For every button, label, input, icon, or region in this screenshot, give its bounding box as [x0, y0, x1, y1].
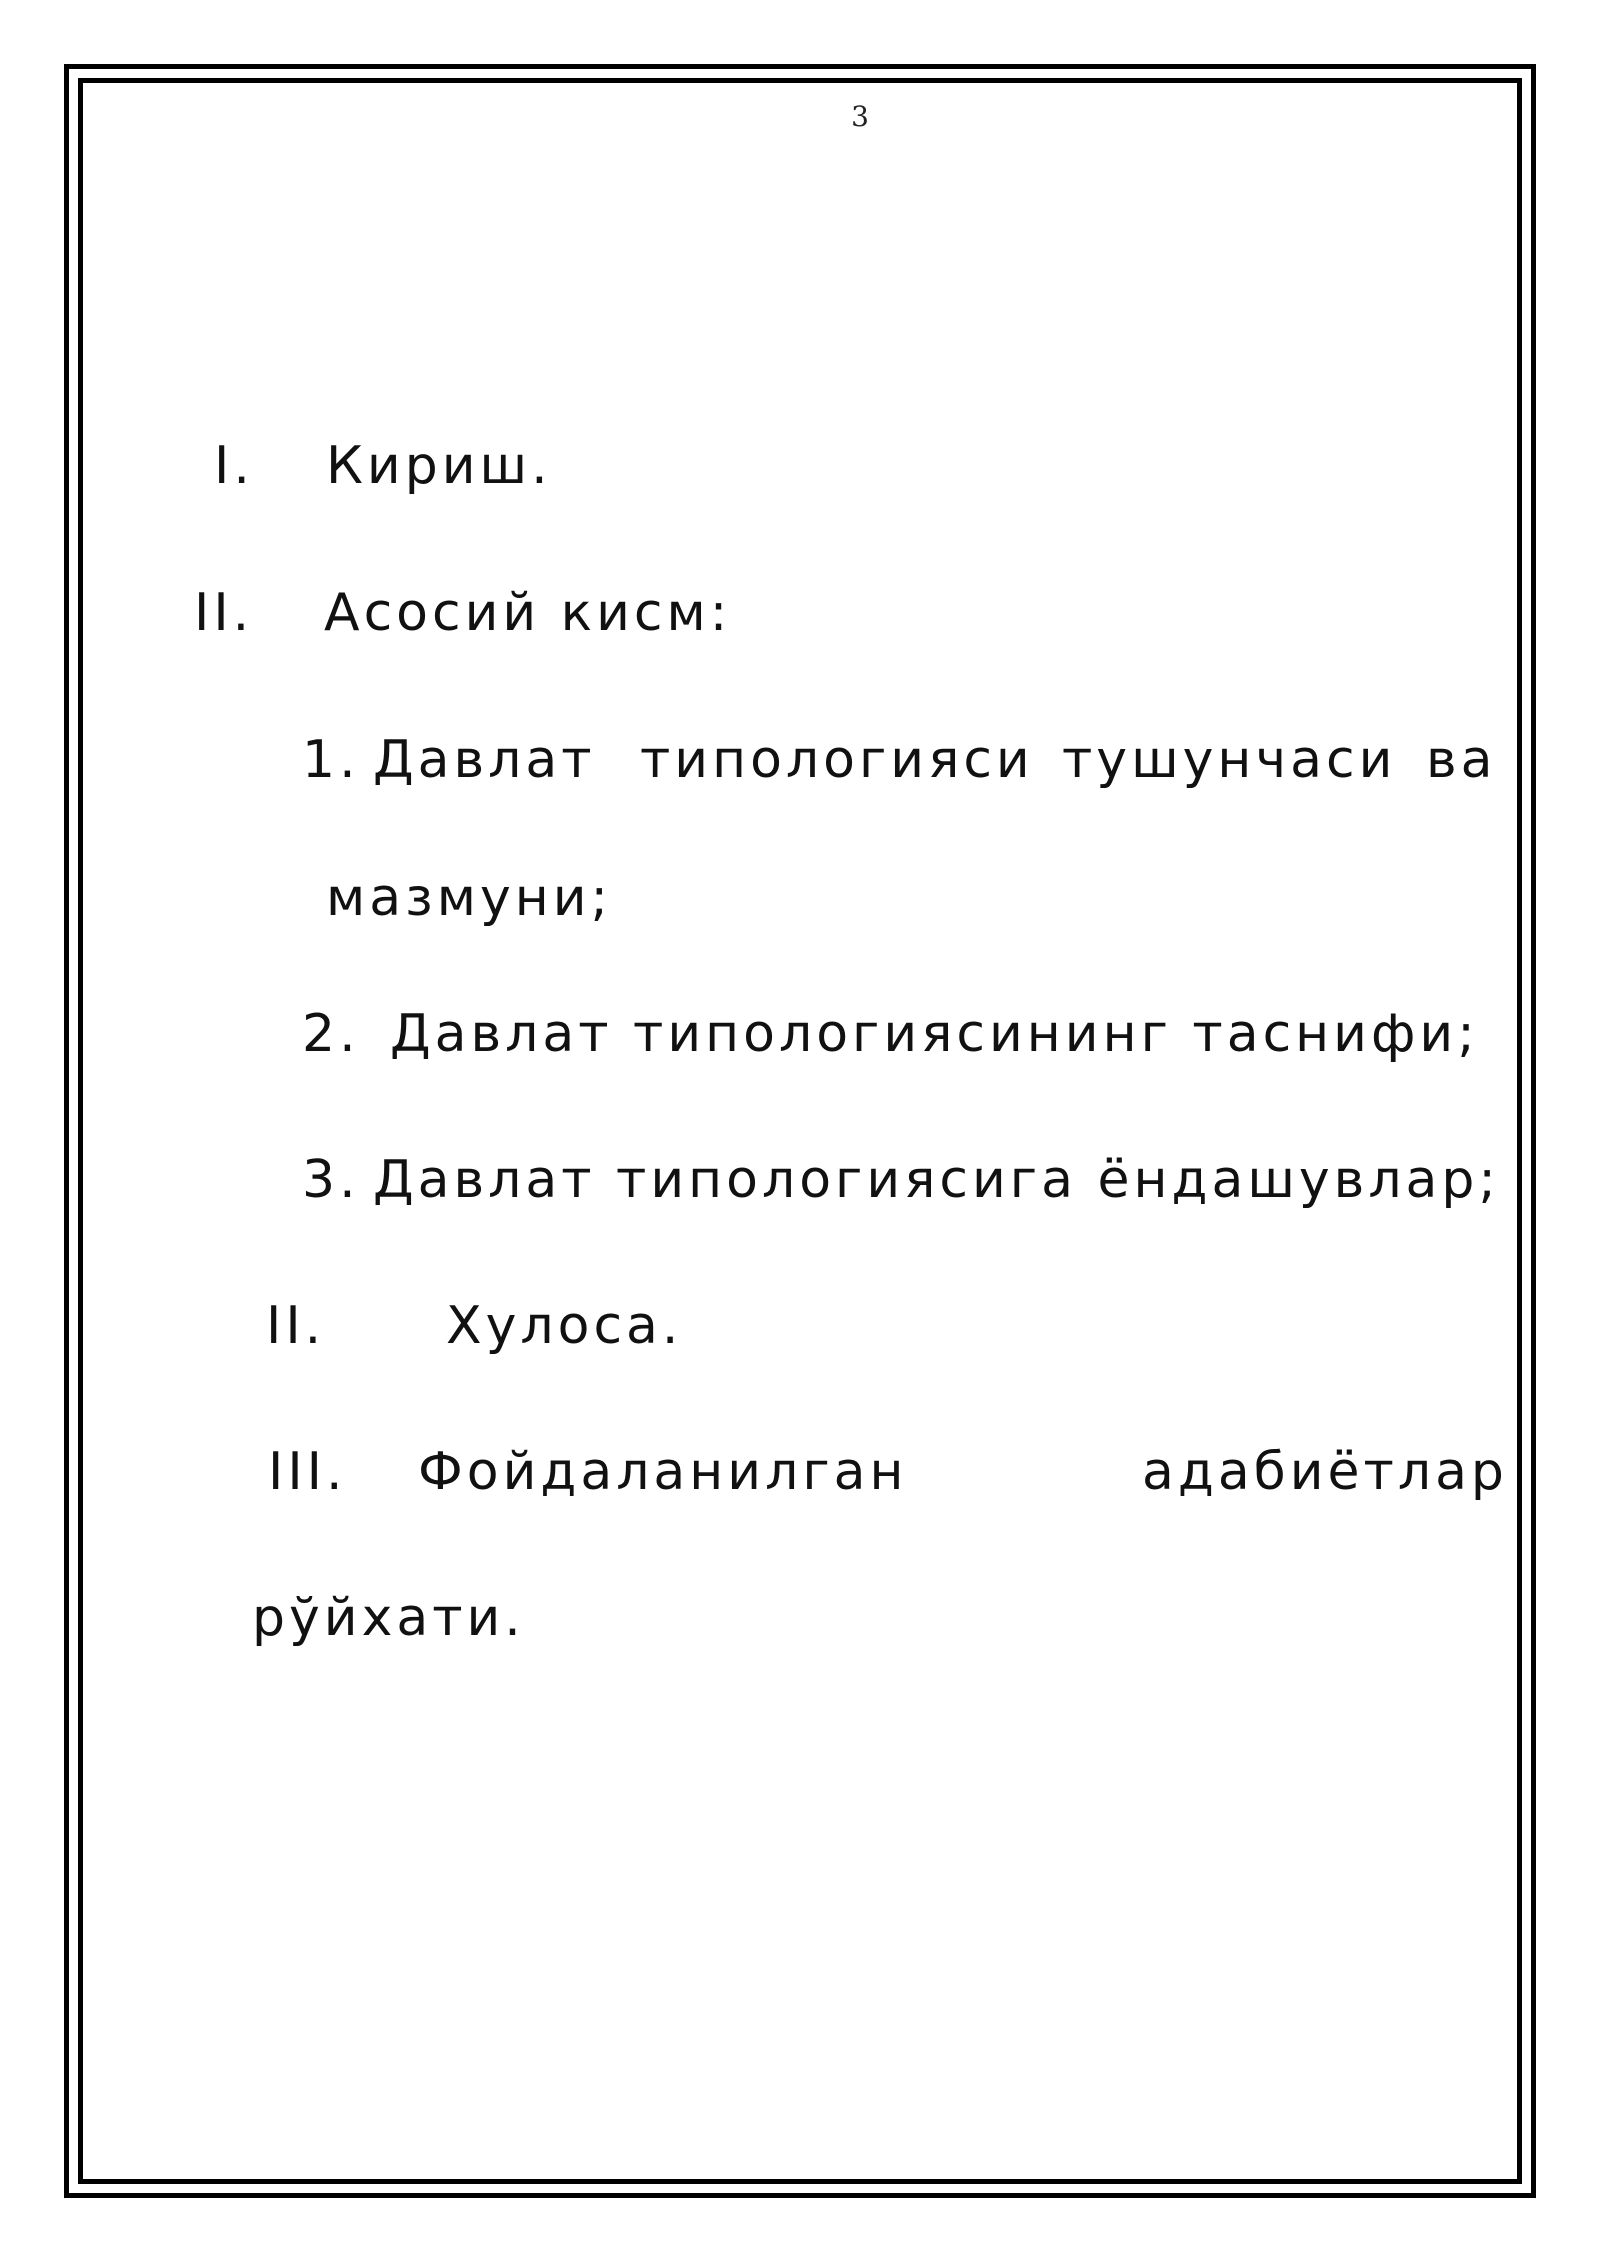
toc-item-4-continuation: рўйхати.	[252, 1588, 525, 1648]
toc-subitem-2-number: 2.	[302, 1004, 360, 1064]
toc-subitem-1-word-4: ва	[1426, 730, 1497, 790]
toc-subitem-1-number: 1.	[302, 730, 360, 790]
page-number: 3	[851, 100, 869, 133]
toc-subitem-3-number: 3.	[302, 1150, 360, 1210]
toc-item-1-number: I.	[214, 436, 254, 496]
toc-item-2-number: II.	[194, 583, 254, 643]
toc-item-2-text: Асосий кисм:	[324, 583, 732, 643]
toc-item-4-number: III.	[268, 1442, 347, 1502]
toc-subitem-1-word-3: тушунчаси	[1062, 730, 1397, 790]
toc-subitem-1-continuation: мазмуни;	[326, 868, 613, 928]
toc-item-4-word-2: адабиётлар	[1142, 1442, 1508, 1502]
toc-item-1-text: Кириш.	[326, 436, 552, 496]
toc-item-3-text: Хулоса.	[446, 1296, 683, 1356]
toc-item-3-number: II.	[266, 1296, 326, 1356]
toc-subitem-1-word-1: Давлат	[373, 730, 596, 790]
toc-item-4-word-1: Фойдаланилган	[418, 1442, 908, 1502]
page-border-inner	[78, 78, 1522, 2184]
toc-subitem-3-text: Давлат типологиясига ёндашувлар;	[373, 1150, 1500, 1210]
toc-subitem-2-text: Давлат типологиясининг таснифи;	[390, 1004, 1479, 1064]
toc-subitem-1-word-2: типологияси	[640, 730, 1034, 790]
